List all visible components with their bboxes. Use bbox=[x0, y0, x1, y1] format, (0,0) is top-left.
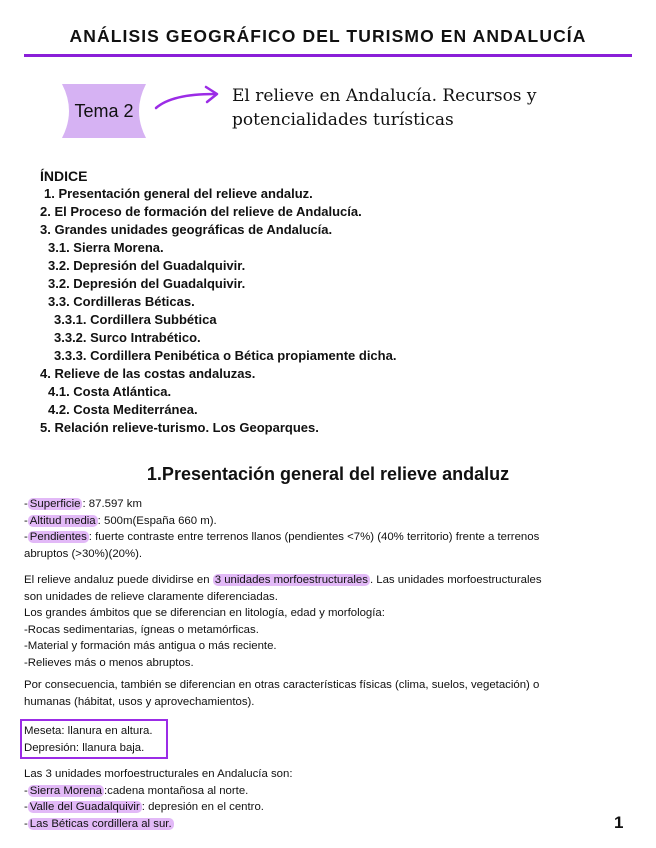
fact-altitud-value: : 500m(España 660 m). bbox=[97, 514, 217, 527]
topic-line-1: El relieve en Andalucía. Recursos y bbox=[232, 86, 537, 106]
highlight-altitud: Altitud media bbox=[29, 514, 96, 527]
paragraph-line bbox=[24, 572, 614, 589]
index-item: 1. Presentación general del relieve andaluz. bbox=[44, 186, 313, 201]
paragraph-text: . Las unidades morfoestructurales bbox=[369, 574, 542, 586]
highlight-unit-name: Las Béticas cordillera al sur. bbox=[29, 817, 172, 830]
header-divider bbox=[24, 54, 632, 57]
index-item: 3.1. Sierra Morena. bbox=[48, 240, 164, 255]
bullet-item: -Material y formación más antigua o más reciente. bbox=[24, 640, 277, 652]
fact-pendientes-value: : fuerte contraste entre terrenos llanos (pendientes <7%) (40% territorio) frente a terrenos bbox=[88, 531, 540, 543]
bullet-item: -Rocas sedimentarias, ígneas o metamórficas. bbox=[24, 623, 259, 636]
fact-superficie-value: : 87.597 km bbox=[82, 498, 142, 510]
index-item: 3.2. Depresión del Guadalquivir. bbox=[48, 276, 246, 291]
paragraph-units bbox=[24, 572, 614, 671]
bullet-item: -Relieves más o menos abruptos. bbox=[24, 656, 194, 669]
index-item: 4.1. Costa Atlántica. bbox=[48, 384, 172, 399]
definition-depresion: Depresión: llanura baja. bbox=[24, 741, 145, 754]
tema-label: Tema 2 bbox=[74, 100, 134, 121]
highlight-units: 3 unidades morfoestructurales bbox=[214, 574, 368, 586]
highlight-superficie: Superficie bbox=[29, 498, 81, 510]
paragraph-consequence bbox=[24, 677, 614, 710]
index-item: 3.3.1. Cordillera Subbética bbox=[54, 312, 217, 327]
page-number: 1 bbox=[614, 813, 624, 832]
index-heading: ÍNDICE bbox=[40, 168, 88, 184]
fact-superficie: - Superficie : 87.597 km bbox=[24, 498, 142, 510]
topic-line-2: potencialidades turísticas bbox=[232, 110, 454, 130]
definition-meseta: Meseta: llanura en altura. bbox=[24, 725, 153, 737]
paragraph-line: Los grandes ámbitos que se diferencian en litología, edad y morfología: bbox=[24, 607, 385, 619]
paragraph-text: El relieve andaluz puede dividirse en bbox=[24, 574, 213, 586]
index-item: 3.2. Depresión del Guadalquivir. bbox=[48, 258, 246, 273]
section-title: 1.Presentación general del relieve andaluz bbox=[146, 464, 510, 484]
document-header-title: ANÁLISIS GEOGRÁFICO DEL TURISMO EN ANDALUCÍA bbox=[69, 26, 587, 46]
index-item: 3.3.2. Surco Intrabético. bbox=[54, 330, 201, 345]
unit-item: - Las Béticas cordillera al sur. bbox=[24, 817, 172, 830]
fact-altitud: - Altitud media : 500m(España 660 m). bbox=[24, 514, 217, 527]
index-item: 3.3. Cordilleras Béticas. bbox=[48, 294, 195, 309]
topic-title bbox=[232, 84, 592, 132]
index-item: 3.3.3. Cordillera Penibética o Bética propiamente dicha. bbox=[54, 348, 397, 363]
index-item: 3. Grandes unidades geográficas de Andalucía. bbox=[40, 222, 333, 237]
units-intro: Las 3 unidades morfoestructurales en Andalucía son: bbox=[24, 768, 293, 780]
unit-item: - Valle del Guadalquivir : depresión en el centro. bbox=[24, 801, 264, 813]
highlight-unit-name: Valle del Guadalquivir bbox=[29, 801, 140, 813]
index-item: 4. Relieve de las costas andaluzas. bbox=[40, 366, 256, 381]
facts-block bbox=[24, 496, 614, 562]
paragraph-line: humanas (hábitat, usos y aprovechamientos). bbox=[24, 695, 255, 708]
units-list bbox=[24, 766, 614, 832]
paragraph-line: Por consecuencia, también se diferencian en otras características físicas (clima, suelos, vegetación) o bbox=[24, 679, 540, 691]
unit-item: - Sierra Morena :cadena montañosa al norte. bbox=[24, 784, 249, 797]
index-item: 2. El Proceso de formación del relieve de Andalucía. bbox=[40, 204, 362, 219]
index-item: 5. Relación relieve-turismo. Los Geoparques. bbox=[40, 420, 319, 435]
fact-pendientes-cont: abruptos (>30%)(20%). bbox=[24, 547, 143, 560]
unit-desc: :cadena montañosa al norte. bbox=[103, 784, 249, 797]
highlight-pendientes: Pendientes bbox=[29, 531, 87, 543]
unit-desc: : depresión en el centro. bbox=[141, 801, 264, 813]
fact-pendientes: - Pendientes : fuerte contraste entre terrenos llanos (pendientes <7%) (40% territorio) frente a terrenos bbox=[24, 531, 540, 543]
index-item: 4.2. Costa Mediterránea. bbox=[48, 402, 198, 417]
definition-box-text bbox=[24, 723, 153, 756]
arrow-right-icon bbox=[154, 84, 226, 114]
paragraph-line: son unidades de relieve claramente diferenciadas. bbox=[24, 590, 278, 603]
highlight-unit-name: Sierra Morena bbox=[29, 784, 102, 797]
